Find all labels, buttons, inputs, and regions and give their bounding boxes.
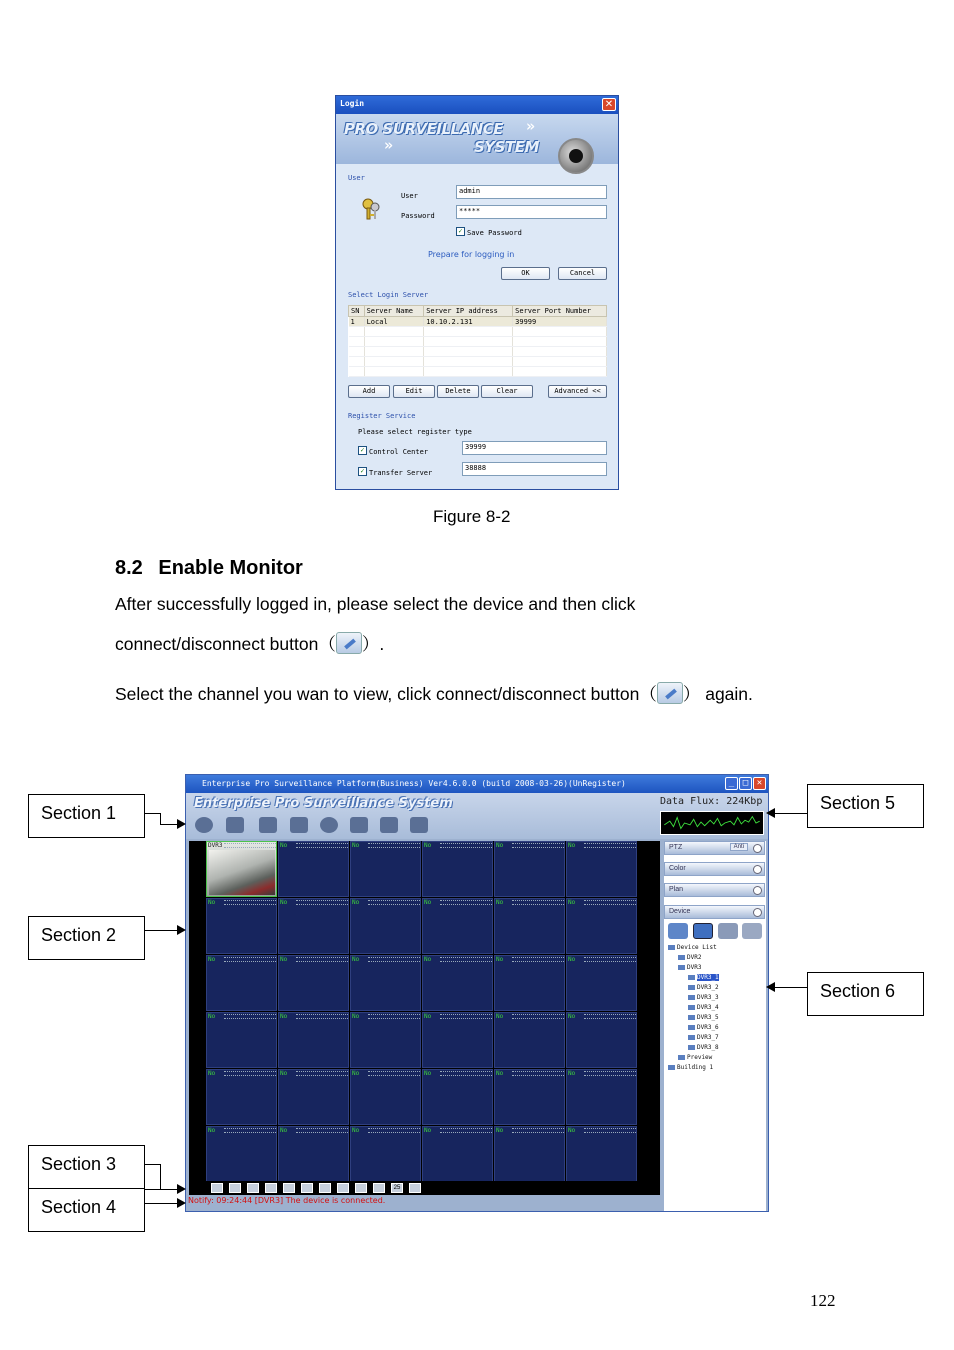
video-cell[interactable] [566,1012,637,1068]
channel-label: No [568,1013,576,1020]
connector-line [160,1164,161,1190]
channel-controls-icon[interactable] [368,843,420,848]
device-icon [678,955,685,960]
channel-label: No [568,899,576,906]
ptz-panel-bar[interactable] [664,841,765,855]
transfer-server-label: Transfer Server [369,469,433,477]
password-label: Password [401,212,435,220]
tree-item[interactable] [688,1034,719,1041]
device-icon [688,985,695,990]
connector-line [145,1164,161,1165]
cell-port: 39999 [513,317,607,327]
video-cell[interactable] [278,1126,349,1182]
layout-button[interactable] [265,1183,277,1193]
video-cell[interactable] [494,898,565,954]
layout-button[interactable] [301,1183,313,1193]
banner-line1: PRO SURVEILLANCE [344,120,504,138]
video-cell[interactable] [206,898,277,954]
video-cell[interactable] [422,955,493,1011]
callout-section-4: Section 4 [28,1188,145,1232]
channel-label: No [352,899,360,906]
video-cell[interactable] [350,841,421,897]
channel-controls-icon[interactable] [296,900,348,905]
chevron-down-icon[interactable] [753,908,762,917]
arrow-left-icon [766,982,775,992]
channel-label: No [496,956,504,963]
user-section-label: User [348,174,365,182]
plan-panel-bar[interactable] [664,883,765,897]
tree-item-label: DVR3_2 [697,984,719,991]
channel-label: No [352,1070,360,1077]
paragraph-text: connect/disconnect button（ [115,634,336,654]
channel-controls-icon[interactable] [584,1128,636,1133]
app-window-title: Enterprise Pro Surveillance Platform(Business) Ver4.6.0.0 (build 2008-03-26)(UnRegister) [202,779,626,788]
banner-line2: SYSTEM [474,138,539,156]
video-cell[interactable] [422,1126,493,1182]
channel-controls-icon[interactable] [440,1014,492,1019]
tree-item[interactable] [688,984,719,991]
channel-controls-icon[interactable] [440,843,492,848]
video-cell[interactable] [494,1012,565,1068]
video-cell[interactable] [350,898,421,954]
app-header [186,793,768,839]
channel-controls-icon[interactable] [512,1014,564,1019]
channel-label: No [208,1070,216,1077]
close-icon[interactable]: ✕ [753,777,766,790]
banner-arrows-icon: » [526,117,536,135]
paragraph-line [115,631,384,656]
channel-controls-icon[interactable] [368,1014,420,1019]
device-icon [668,1065,675,1070]
tree-item-label: DVR3_1 [697,974,719,981]
video-cell[interactable] [494,1069,565,1125]
register-section-label: Register Service [348,412,416,420]
channel-controls-icon[interactable] [584,957,636,962]
channel-label: No [496,1013,504,1020]
server-section-label: Select Login Server [348,291,429,299]
device-icon [688,1015,695,1020]
channel-controls-icon[interactable] [296,843,348,848]
channel-controls-icon[interactable] [224,957,276,962]
advanced-button[interactable]: Advanced << [548,385,607,398]
tree-item[interactable] [678,964,701,971]
tree-item-label: DVR3_6 [697,1024,719,1031]
connect-disconnect-icon[interactable] [693,923,713,939]
paragraph-line: After successfully logged in, please select the device and then click [115,594,636,614]
channel-label: No [280,842,288,849]
connect-disconnect-icon [336,632,362,654]
tree-item-label: DVR2 [687,954,702,961]
video-cell[interactable] [350,1012,421,1068]
transfer-server-port-input[interactable]: 38888 [462,462,607,476]
channel-controls-icon[interactable] [440,900,492,905]
tree-item-label: DVR3_8 [697,1044,719,1051]
tree-item[interactable] [688,1004,719,1011]
tree-item[interactable] [688,1014,719,1021]
video-cell[interactable] [566,1126,637,1182]
tree-item-label: Building 1 [677,1064,714,1071]
channel-controls-icon[interactable] [368,1128,420,1133]
chevron-down-icon[interactable] [753,844,762,853]
video-cell[interactable] [422,841,493,897]
arrow-right-icon [177,1184,186,1194]
video-cell[interactable] [278,955,349,1011]
channel-label: No [208,899,216,906]
channel-controls-icon[interactable] [296,1128,348,1133]
calendar-icon[interactable] [410,817,428,833]
layout-toolbar [189,1181,660,1195]
video-cell[interactable] [206,1069,277,1125]
channel-controls-icon[interactable] [512,957,564,962]
video-cell[interactable] [278,841,349,897]
section-title: Enable Monitor [158,557,303,579]
table-row [349,367,607,377]
login-title: Login [340,99,365,108]
channel-label: No [280,1013,288,1020]
video-cell[interactable] [350,1069,421,1125]
channel-label: No [352,1013,360,1020]
callout-section-2: Section 2 [28,916,145,960]
layout-button[interactable] [373,1183,385,1193]
channel-label: No [568,1127,576,1134]
channel-label: No [568,956,576,963]
channel-label: No [280,1070,288,1077]
channel-label: No [424,1013,432,1020]
control-center-checkbox[interactable]: ✓ [358,446,367,455]
plan-label: Plan [669,886,684,893]
video-cell[interactable] [350,1126,421,1182]
channel-label: No [208,1013,216,1020]
connector-line [160,824,178,825]
section-number: 8.2 [115,557,143,579]
tree-item[interactable] [688,1024,719,1031]
clear-button[interactable]: Clear [481,385,533,398]
channel-label: No [424,899,432,906]
channel-controls-icon[interactable] [224,1128,276,1133]
layout-button[interactable] [247,1183,259,1193]
channel-label: No [352,842,360,849]
channel-label: No [568,842,576,849]
channel-label: No [280,956,288,963]
chevron-down-icon[interactable] [753,886,762,895]
channel-controls-icon[interactable] [584,1071,636,1076]
device-icon [688,1025,695,1030]
table-row[interactable] [349,317,607,327]
channel-controls-icon[interactable] [584,843,636,848]
keys-icon [360,197,382,221]
channel-controls-icon[interactable] [224,1014,276,1019]
paragraph-text: ） again. [682,684,753,704]
col-sn: SN [349,306,365,317]
channel-controls-icon[interactable] [224,900,276,905]
video-frame [209,850,275,895]
table-row [349,347,607,357]
layout-button[interactable] [229,1183,241,1193]
callout-section-3: Section 3 [28,1145,145,1189]
col-server-ip: Server IP address [424,306,513,317]
tree-item-label: DVR3_3 [697,994,719,1001]
col-server-port: Server Port Number [513,306,607,317]
section-heading [115,557,303,580]
video-cell[interactable] [494,1126,565,1182]
channel-label: DVR3 [208,842,223,849]
connector-line [145,1203,178,1204]
minimize-icon[interactable]: _ [725,777,738,790]
video-cell[interactable] [206,1126,277,1182]
page-number: 122 [810,1291,836,1310]
login-status: Prepare for logging in [428,250,515,259]
device-icon [688,1045,695,1050]
layout-button[interactable] [283,1183,295,1193]
tree-item-label: DVR3_7 [697,1034,719,1041]
figure-caption: Figure 8-2 [433,507,511,526]
channel-controls-icon[interactable] [296,1014,348,1019]
control-center-port-input[interactable]: 39999 [462,441,607,455]
tree-item-label: Device List [677,944,717,951]
password-input[interactable]: ***** [456,205,607,219]
channel-controls-icon[interactable] [512,1071,564,1076]
layout-button[interactable] [319,1183,331,1193]
app-title: Enterprise Pro Surveillance System [194,796,453,811]
arrow-right-icon [177,1198,186,1208]
channel-label: No [496,1127,504,1134]
record-icon[interactable] [226,817,244,833]
save-icon[interactable] [290,817,308,833]
monitor-icon[interactable] [195,817,213,833]
ptz-label: PTZ [669,844,683,851]
connector-line [775,813,807,814]
channel-label: No [496,842,504,849]
channel-controls-icon[interactable] [368,957,420,962]
channel-controls-icon[interactable] [512,1128,564,1133]
channel-label: No [424,1070,432,1077]
edit-button[interactable]: Edit [393,385,435,398]
layout-button[interactable] [409,1183,421,1193]
ok-button[interactable]: OK [501,267,550,280]
paragraph-line [115,681,753,706]
table-row [349,337,607,347]
callout-section-1: Section 1 [28,794,145,838]
table-row [349,357,607,367]
print-icon[interactable] [718,923,738,939]
video-cell[interactable] [494,955,565,1011]
channel-controls-icon[interactable] [440,1128,492,1133]
user-label: User [401,192,418,200]
channel-controls-icon[interactable] [440,1071,492,1076]
tree-item[interactable] [688,1044,719,1051]
tree-item[interactable] [678,1054,712,1061]
tree-item-label: Preview [687,1054,713,1061]
table-row [349,327,607,337]
channel-label: No [568,1070,576,1077]
channel-controls-icon[interactable] [584,900,636,905]
data-flux-graph [660,811,764,835]
channel-label: No [424,1127,432,1134]
video-cell[interactable] [206,1012,277,1068]
register-prompt: Please select register type [358,428,472,436]
video-cell[interactable] [566,955,637,1011]
device-icon [678,1055,685,1060]
device-icon [688,995,695,1000]
camera-icon [558,138,594,174]
channel-controls-icon[interactable] [224,1071,276,1076]
video-cell[interactable] [278,898,349,954]
channel-controls-icon[interactable] [224,843,276,848]
ptz-mode-button[interactable]: Anti [730,843,748,851]
channel-label: No [208,956,216,963]
color-label: Color [669,865,686,872]
video-grid [189,841,660,1195]
video-cell[interactable] [422,1012,493,1068]
paragraph-text: ）. [361,634,385,654]
connector-line [160,813,161,824]
cell-ip: 10.10.2.131 [424,317,513,327]
cancel-button[interactable]: Cancel [558,267,607,280]
connector-line [145,1189,178,1190]
channel-label: No [424,956,432,963]
gear-icon[interactable] [380,817,398,833]
app-titlebar [186,775,768,793]
channel-label: No [352,1127,360,1134]
channel-controls-icon[interactable] [440,957,492,962]
video-cell[interactable] [350,955,421,1011]
alarm-icon[interactable] [320,817,338,833]
channel-label: No [280,1127,288,1134]
folder-icon[interactable] [742,923,762,939]
channel-label: No [352,956,360,963]
connector-line [145,930,178,931]
tree-item[interactable] [668,944,717,951]
maximize-icon[interactable]: □ [739,777,752,790]
col-server-name: Server Name [364,306,424,317]
channel-label: No [424,842,432,849]
search-icon[interactable] [259,817,277,833]
login-banner [336,114,618,164]
tree-item[interactable] [678,954,701,961]
tree-item[interactable] [668,1064,713,1071]
channel-label: No [280,899,288,906]
channel-controls-icon[interactable] [512,843,564,848]
delete-button[interactable]: Delete [437,385,479,398]
layout-button[interactable]: 25 [391,1183,403,1193]
banner-arrows-icon: » [384,136,394,154]
layout-button[interactable] [337,1183,349,1193]
right-panel [664,841,766,1211]
layout-button[interactable] [355,1183,367,1193]
device-icon [678,965,685,970]
config-icon[interactable] [350,817,368,833]
save-password-checkbox[interactable]: ✓ [456,227,465,236]
callout-section-5: Section 5 [807,784,924,828]
login-dialog [335,95,619,490]
channel-controls-icon[interactable] [368,1071,420,1076]
paragraph-text: Select the channel you wan to view, click connect/disconnect button（ [115,684,657,704]
connector-line [145,813,161,814]
device-icon [688,1005,695,1010]
tree-item-label: DVR3_4 [697,1004,719,1011]
arrow-right-icon [177,925,186,935]
channel-controls-icon[interactable] [584,1014,636,1019]
cell-name: Local [364,317,424,327]
video-cell[interactable] [494,841,565,897]
device-icon [688,975,695,980]
arrow-right-icon [177,819,186,829]
chevron-down-icon[interactable] [753,865,762,874]
callout-section-6: Section 6 [807,972,924,1016]
transfer-server-checkbox[interactable]: ✓ [358,467,367,476]
notify-bar: Notify: 09:24:44 [DVR3] The device is connected. [188,1196,386,1205]
close-icon[interactable]: ✕ [602,98,616,111]
cell-sn: 1 [349,317,365,327]
device-icon [668,945,675,950]
video-cell[interactable] [566,1069,637,1125]
channel-controls-icon[interactable] [296,1071,348,1076]
tree-item[interactable] [688,994,719,1001]
channel-controls-icon[interactable] [368,900,420,905]
device-icon[interactable] [668,923,688,939]
video-cell[interactable] [422,898,493,954]
channel-label: No [496,1070,504,1077]
save-password-label: Save Password [467,229,522,237]
device-label: Device [669,908,691,915]
channel-controls-icon[interactable] [296,957,348,962]
video-cell[interactable] [278,1012,349,1068]
user-input[interactable]: admin [456,185,607,199]
tree-item-label: DVR3 [687,964,702,971]
tree-item[interactable] [688,974,719,981]
video-cell[interactable] [422,1069,493,1125]
server-table [348,305,607,377]
data-flux-readout: Data Flux: 224Kbp [660,796,763,807]
connect-disconnect-icon [657,682,683,704]
device-panel-bar[interactable] [664,905,765,919]
channel-controls-icon[interactable] [512,900,564,905]
arrow-left-icon [766,808,775,818]
color-panel-bar[interactable] [664,862,765,876]
video-cell-active[interactable] [206,841,277,897]
connector-line [775,987,807,988]
video-cell[interactable] [566,898,637,954]
channel-label: No [496,899,504,906]
video-cell[interactable] [566,841,637,897]
control-center-label: Control Center [369,448,429,456]
channel-label: No [208,1127,216,1134]
video-cell[interactable] [278,1069,349,1125]
tree-item-label: DVR3_5 [697,1014,719,1021]
add-button[interactable]: Add [348,385,390,398]
layout-button[interactable] [211,1183,223,1193]
device-icon [688,1035,695,1040]
video-cell[interactable] [206,955,277,1011]
enterprise-app-window [185,774,769,1212]
login-titlebar [336,96,618,114]
